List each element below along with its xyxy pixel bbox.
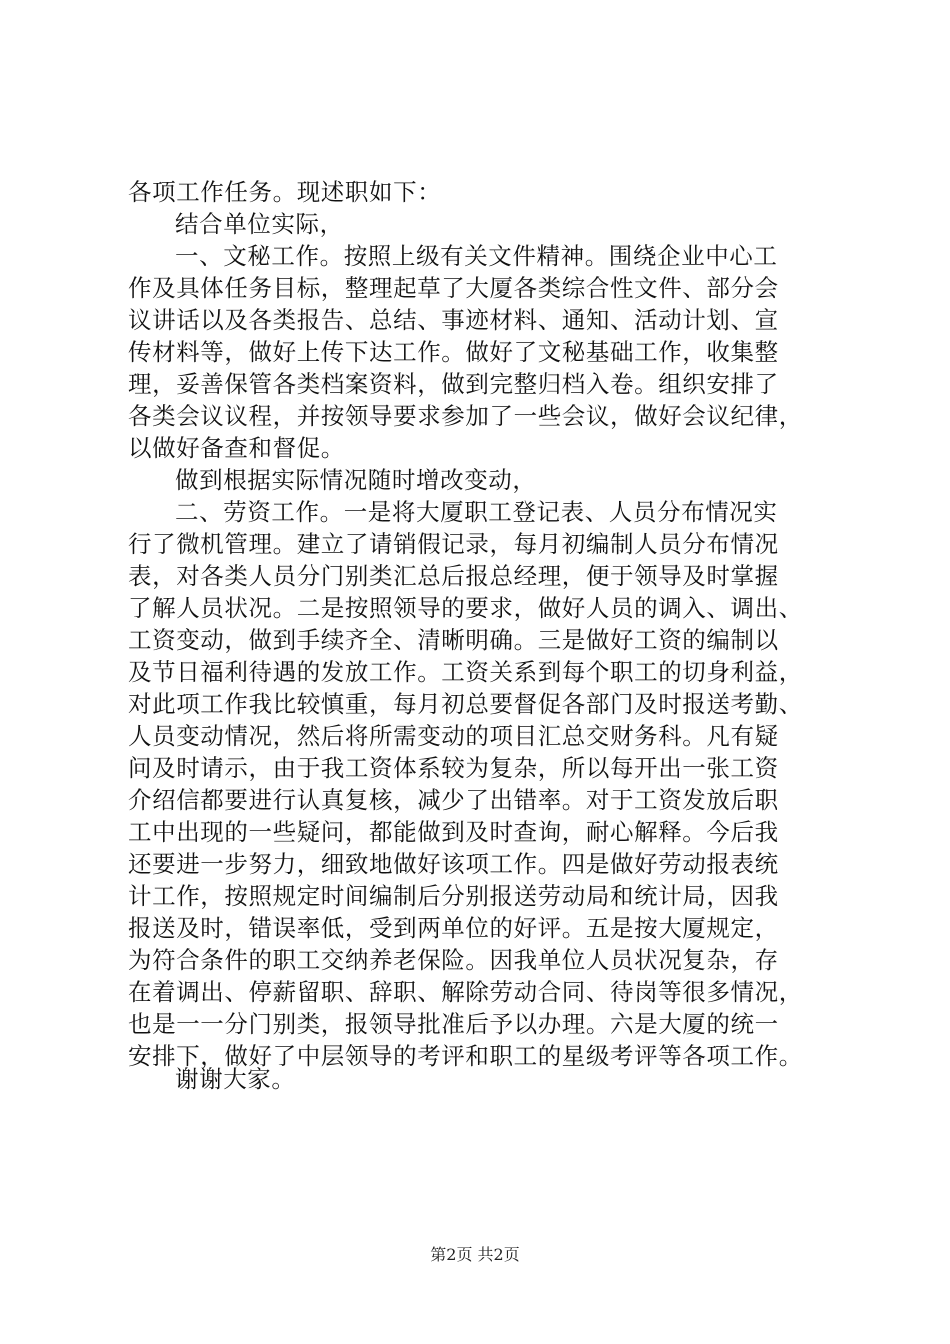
text-line-27: 也是一一分门别类，报领导批准后予以办理。六是大厦的统一: [128, 1010, 779, 1038]
text-line-3: 一、文秘工作。按照上级有关文件精神。围绕企业中心工: [175, 242, 778, 270]
text-line-26: 在着调出、停薪留职、辞职、解除劳动合同、待岗等很多情况，: [128, 978, 803, 1006]
text-line-19: 问及时请示，由于我工资体系较为复杂，所以每开出一张工资: [128, 754, 779, 782]
text-line-16: 及节日福利待遇的发放工作。工资关系到每个职工的切身利益，: [128, 658, 803, 686]
text-line-7: 理，妥善保管各类档案资料，做到完整归档入卷。组织安排了: [128, 370, 779, 398]
text-line-20: 介绍信都要进行认真复核，减少了出错率。对于工资发放后职: [128, 786, 779, 814]
text-line-8: 各类会议议程，并按领导要求参加了一些会议，做好会议纪律，: [128, 402, 803, 430]
text-line-2: 结合单位实际，: [175, 210, 344, 238]
text-line-13: 表，对各类人员分门别类汇总后报总经理，便于领导及时掌握: [128, 562, 779, 590]
page-number-footer: 第2页 共2页: [430, 1245, 520, 1264]
text-line-9: 以做好备查和督促。: [128, 434, 345, 462]
text-line-28: 安排下，做好了中层领导的考评和职工的星级考评等各项工作。: [128, 1042, 803, 1070]
text-line-6: 传材料等，做好上传下达工作。做好了文秘基础工作，收集整: [128, 338, 779, 366]
text-line-14: 了解人员状况。二是按照领导的要求，做好人员的调入、调出、: [128, 594, 803, 622]
text-line-25: 为符合条件的职工交纳养老保险。因我单位人员状况复杂，存: [128, 946, 779, 974]
text-line-12: 行了微机管理。建立了请销假记录，每月初编制人员分布情况: [128, 530, 779, 558]
text-line-18: 人员变动情况，然后将所需变动的项目汇总交财务科。凡有疑: [128, 722, 779, 750]
text-line-22: 还要进一步努力，细致地做好该项工作。四是做好劳动报表统: [128, 850, 779, 878]
document-body: [128, 176, 848, 1072]
text-line-1: 各项工作任务。现述职如下：: [128, 178, 442, 206]
text-line-11: 二、劳资工作。一是将大厦职工登记表、人员分布情况实: [175, 498, 778, 526]
text-line-5: 议讲话以及各类报告、总结、事迹材料、通知、活动计划、宣: [128, 306, 779, 334]
text-line-21: 工中出现的一些疑问，都能做到及时查询，耐心解释。今后我: [128, 818, 779, 846]
text-line-17: 对此项工作我比较慎重，每月初总要督促各部门及时报送考勤、: [128, 690, 803, 718]
text-line-4: 作及具体任务目标，整理起草了大厦各类综合性文件、部分会: [128, 274, 779, 302]
closing-remark: 谢谢大家。: [175, 1065, 296, 1093]
text-line-15: 工资变动，做到手续齐全、清晰明确。三是做好工资的编制以: [128, 626, 779, 654]
text-line-24: 报送及时，错误率低，受到两单位的好评。五是按大厦规定，: [128, 914, 779, 942]
text-line-10: 做到根据实际情况随时增改变动，: [175, 466, 537, 494]
text-line-23: 计工作，按照规定时间编制后分别报送劳动局和统计局，因我: [128, 882, 779, 910]
